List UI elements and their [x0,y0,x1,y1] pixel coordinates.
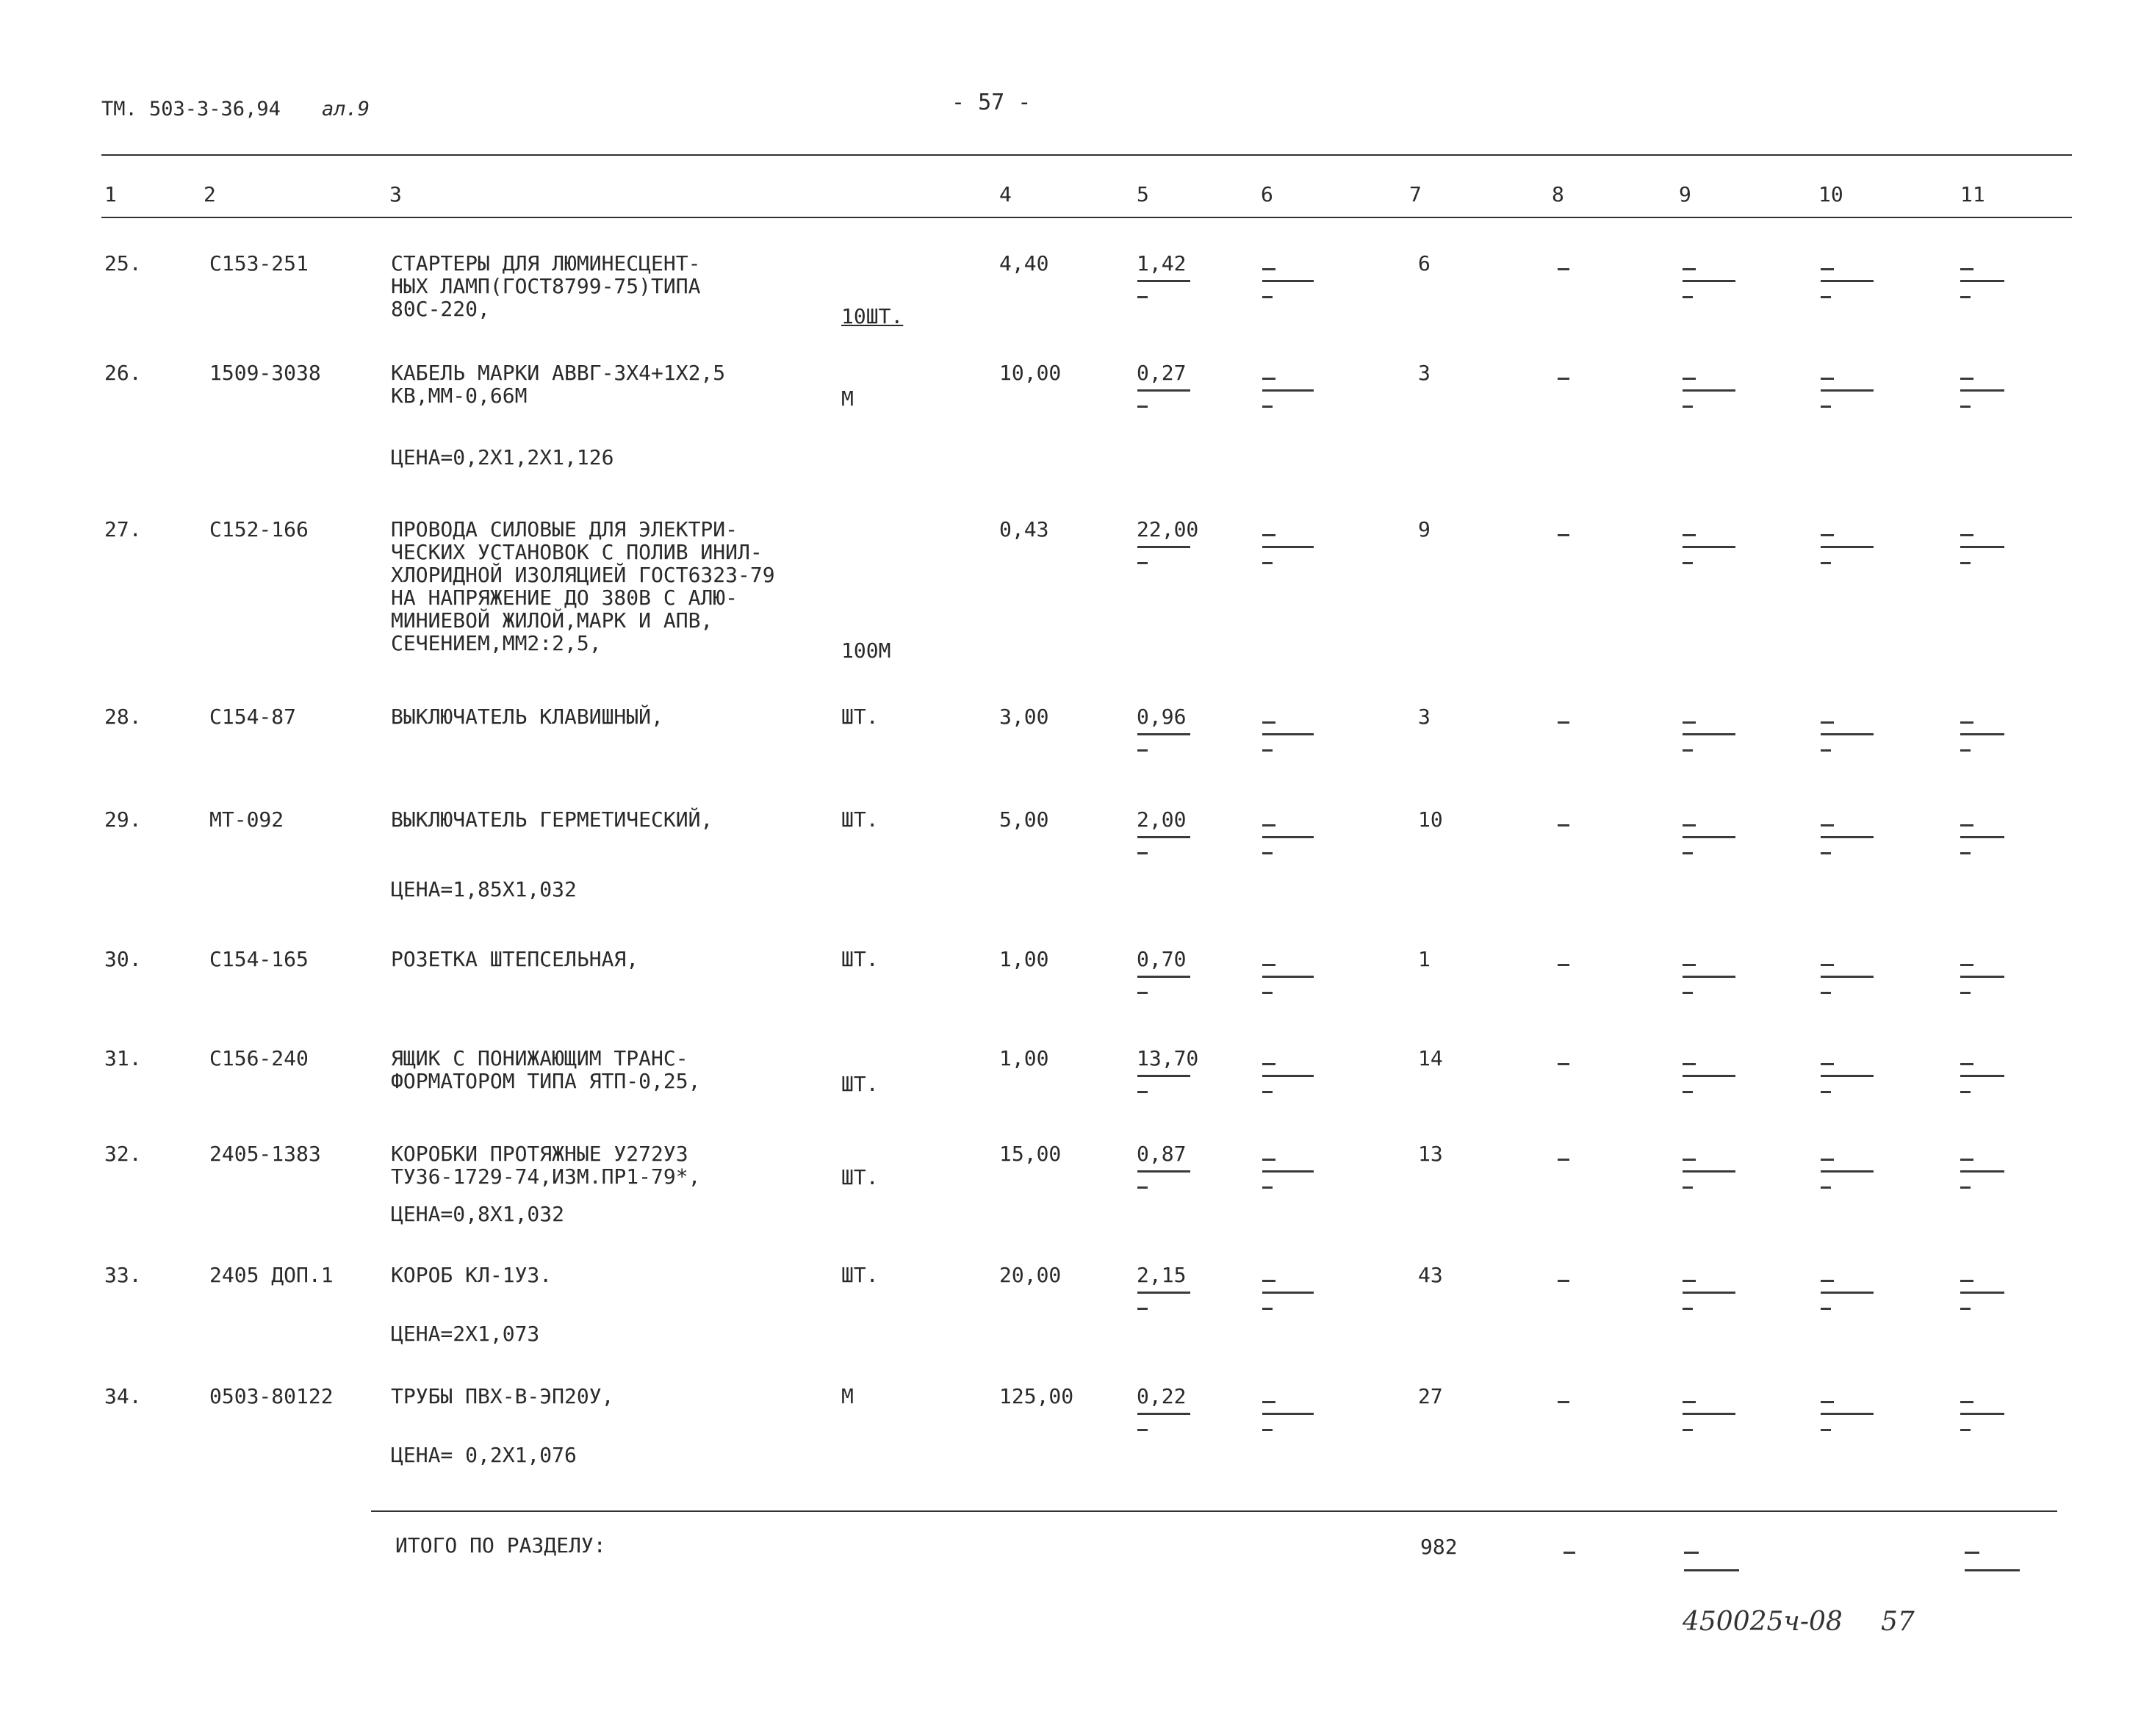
empty-cell-dash [1683,562,1693,564]
empty-cell-dash [1683,546,1735,548]
empty-cell-dash [1683,1401,1696,1403]
empty-cell-dash [1558,721,1569,724]
empty-cell-dash [1960,1170,2004,1173]
total-cost: 13 [1418,1142,1443,1166]
total-cost: 9 [1418,517,1431,541]
table-top-rule [101,154,2072,156]
empty-cell-dash [1960,1280,1973,1282]
empty-cell-dash [1821,1308,1831,1310]
empty-cell-dash [1137,1091,1148,1093]
empty-cell-dash [1558,1159,1569,1161]
unit: 10ШТ. [841,304,904,328]
empty-cell-dash [1683,824,1696,826]
unit: ШТ. [841,947,879,971]
empty-cell-dash [1683,992,1693,994]
quantity: 4,40 [999,251,1049,275]
empty-cell-dash [1137,836,1190,838]
unit-price: 2,00 [1137,807,1187,832]
item-name-line: ТРУБЫ ПВХ-В-ЭП20У, [391,1384,614,1408]
empty-cell-dash [1683,721,1696,724]
item-name-line: СЕЧЕНИЕМ,ММ2:2,5, [391,631,602,655]
empty-cell-dash [1683,389,1735,392]
total-cost: 14 [1418,1046,1443,1070]
unit-price: 1,42 [1137,251,1187,275]
item-name-line: ЯЩИК С ПОНИЖАЮЩИМ ТРАНС- [391,1046,688,1070]
total-cost: 27 [1418,1384,1443,1408]
unit-price: 0,27 [1137,361,1187,385]
empty-cell-dash [1960,964,1973,966]
item-name-line: ЧЕСКИХ УСТАНОВОК С ПОЛИВ ИНИЛ- [391,540,763,564]
empty-cell-dash [1960,562,1971,564]
unit-price: 22,00 [1137,517,1199,541]
empty-cell-dash [1262,268,1275,270]
empty-cell-dash [1821,976,1874,978]
empty-cell-dash [1683,534,1696,536]
empty-cell-dash [1558,1401,1569,1403]
empty-cell-dash [1683,852,1693,854]
empty-cell-dash [1960,733,2004,735]
row-number: 33. [104,1263,142,1287]
empty-cell-dash [1262,296,1273,298]
empty-cell-dash [1683,749,1693,752]
empty-cell-dash [1137,406,1148,408]
item-name-line: НЫХ ЛАМП(ГОСТ8799-75)ТИПА [391,274,701,298]
empty-cell-dash [1262,534,1275,536]
empty-cell-dash [1558,1063,1569,1065]
item-code: С153-251 [209,251,309,275]
unit-price: 0,70 [1137,947,1187,971]
empty-cell-dash [1683,1429,1693,1431]
unit-price: 0,22 [1137,1384,1187,1408]
price-note: ЦЕНА=1,85Х1,032 [391,877,577,901]
item-name-line: НА НАПРЯЖЕНИЕ ДО 380В С АЛЮ- [391,586,738,610]
empty-cell-dash [1137,1075,1190,1077]
empty-cell-dash [1821,268,1834,270]
column-number: 1 [104,182,117,206]
empty-cell-dash [1262,1280,1275,1282]
empty-cell-dash [1821,1063,1834,1065]
summary-dash [1684,1569,1739,1571]
item-code: С156-240 [209,1046,309,1070]
empty-cell-dash [1137,1308,1148,1310]
quantity: 20,00 [999,1263,1062,1287]
column-number: 2 [204,182,216,206]
sheet-label: ал.9 [322,98,370,120]
item-code: С154-87 [209,705,297,729]
empty-cell-dash [1683,1186,1693,1189]
empty-cell-dash [1960,1091,1971,1093]
empty-cell-dash [1683,1159,1696,1161]
empty-cell-dash [1137,280,1190,282]
unit-price: 0,87 [1137,1142,1187,1166]
empty-cell-dash [1558,378,1569,380]
empty-cell-dash [1262,1063,1275,1065]
unit: ШТ. [841,807,879,832]
empty-cell-dash [1262,1413,1314,1415]
row-number: 34. [104,1384,142,1408]
empty-cell-dash [1137,1413,1190,1415]
row-number: 25. [104,251,142,275]
empty-cell-dash [1960,1159,1973,1161]
empty-cell-dash [1262,406,1273,408]
empty-cell-dash [1262,280,1314,282]
item-name-line: 80С-220, [391,297,490,321]
row-number: 27. [104,517,142,541]
empty-cell-dash [1960,1308,1971,1310]
unit: ШТ. [841,705,879,729]
column-number: 7 [1409,182,1422,206]
empty-cell-dash [1960,1401,1973,1403]
empty-cell-dash [1821,852,1831,854]
empty-cell-dash [1558,824,1569,826]
empty-cell-dash [1960,992,1971,994]
unit-price: 2,15 [1137,1263,1187,1287]
unit-price: 13,70 [1137,1046,1199,1070]
empty-cell-dash [1137,546,1190,548]
empty-cell-dash [1683,1091,1693,1093]
empty-cell-dash [1683,378,1696,380]
empty-cell-dash [1683,964,1696,966]
empty-cell-dash [1821,1413,1874,1415]
empty-cell-dash [1960,406,1971,408]
empty-cell-dash [1821,733,1874,735]
quantity: 1,00 [999,947,1049,971]
empty-cell-dash [1683,1292,1735,1294]
page-number: - 57 - [951,90,1032,115]
empty-cell-dash [1960,721,1973,724]
unit: 100М [841,638,891,663]
total-cost: 43 [1418,1263,1443,1287]
summary-dash [1684,1552,1699,1554]
empty-cell-dash [1137,976,1190,978]
empty-cell-dash [1262,824,1275,826]
empty-cell-dash [1137,1292,1190,1294]
empty-cell-dash [1683,280,1735,282]
empty-cell-dash [1558,534,1569,536]
row-number: 32. [104,1142,142,1166]
empty-cell-dash [1683,1075,1735,1077]
empty-cell-dash [1960,1075,2004,1077]
empty-cell-dash [1821,1075,1874,1077]
header-bottom-rule [101,217,2072,218]
price-note: ЦЕНА=0,2Х1,2Х1,126 [391,445,614,469]
empty-cell-dash [1960,749,1971,752]
empty-cell-dash [1821,1170,1874,1173]
empty-cell-dash [1821,562,1831,564]
item-name-line: КОРОБКИ ПРОТЯЖНЫЕ У272У3 [391,1142,688,1166]
empty-cell-dash [1821,546,1874,548]
summary-rule [371,1510,2057,1512]
empty-cell-dash [1262,389,1314,392]
item-name-line: ВЫКЛЮЧАТЕЛЬ ГЕРМЕТИЧЕСКИЙ, [391,807,713,832]
empty-cell-dash [1960,852,1971,854]
row-number: 28. [104,705,142,729]
total-cost: 1 [1418,947,1431,971]
empty-cell-dash [1960,1186,1971,1189]
column-number: 10 [1818,182,1843,206]
empty-cell-dash [1262,733,1314,735]
empty-cell-dash [1821,836,1874,838]
empty-cell-dash [1137,733,1190,735]
empty-cell-dash [1262,1401,1275,1403]
row-number: 31. [104,1046,142,1070]
column-number: 4 [999,182,1012,206]
empty-cell-dash [1262,852,1273,854]
price-note: ЦЕНА=0,8Х1,032 [391,1202,565,1226]
quantity: 0,43 [999,517,1049,541]
empty-cell-dash [1960,824,1973,826]
empty-cell-dash [1960,1292,2004,1294]
item-code: 1509-3038 [209,361,321,385]
empty-cell-dash [1262,562,1273,564]
unit: ШТ. [841,1072,879,1096]
item-code: С154-165 [209,947,309,971]
empty-cell-dash [1821,749,1831,752]
item-name-line: ПРОВОДА СИЛОВЫЕ ДЛЯ ЭЛЕКТРИ- [391,517,738,541]
item-name-line: ТУ36-1729-74,ИЗМ.ПР1-79*, [391,1164,701,1189]
quantity: 3,00 [999,705,1049,729]
unit: М [841,1384,854,1408]
empty-cell-dash [1137,852,1148,854]
empty-cell-dash [1960,1063,1973,1065]
item-code: 2405 ДОП.1 [209,1263,334,1287]
empty-cell-dash [1137,1429,1148,1431]
row-number: 26. [104,361,142,385]
column-number: 6 [1261,182,1273,206]
item-name-line: СТАРТЕРЫ ДЛЯ ЛЮМИНЕСЦЕНТ- [391,251,701,275]
empty-cell-dash [1683,1280,1696,1282]
empty-cell-dash [1960,280,2004,282]
empty-cell-dash [1262,546,1314,548]
empty-cell-dash [1262,964,1275,966]
empty-cell-dash [1137,389,1190,392]
empty-cell-dash [1960,836,2004,838]
empty-cell-dash [1821,1429,1831,1431]
empty-cell-dash [1262,721,1275,724]
row-number: 30. [104,947,142,971]
unit-price: 0,96 [1137,705,1187,729]
item-name-line: ХЛОРИДНОЙ ИЗОЛЯЦИЕЙ ГОСТ6323-79 [391,563,775,587]
empty-cell-dash [1683,268,1696,270]
empty-cell-dash [1821,280,1874,282]
column-number: 11 [1960,182,1985,206]
summary-dash [1965,1569,2020,1571]
empty-cell-dash [1683,1308,1693,1310]
item-code: С152-166 [209,517,309,541]
empty-cell-dash [1960,976,2004,978]
total-cost: 3 [1418,361,1431,385]
summary-dash [1564,1552,1575,1554]
empty-cell-dash [1821,378,1834,380]
empty-cell-dash [1262,1292,1314,1294]
empty-cell-dash [1960,296,1971,298]
total-cost: 3 [1418,705,1431,729]
empty-cell-dash [1821,1280,1834,1282]
summary-label: ИТОГО ПО РАЗДЕЛУ: [395,1533,606,1557]
empty-cell-dash [1262,992,1273,994]
empty-cell-dash [1262,976,1314,978]
column-number: 5 [1137,182,1149,206]
empty-cell-dash [1683,1170,1735,1173]
row-number: 29. [104,807,142,832]
item-name-line: ВЫКЛЮЧАТЕЛЬ КЛАВИШНЫЙ, [391,705,663,729]
empty-cell-dash [1821,296,1831,298]
quantity: 125,00 [999,1384,1074,1408]
unit: ШТ. [841,1263,879,1287]
empty-cell-dash [1262,1091,1273,1093]
empty-cell-dash [1262,1429,1273,1431]
empty-cell-dash [1262,378,1275,380]
empty-cell-dash [1262,1186,1273,1189]
empty-cell-dash [1683,406,1693,408]
item-code: 0503-80122 [209,1384,334,1408]
unit: М [841,386,854,411]
empty-cell-dash [1683,976,1735,978]
item-name-line: КОРОБ КЛ-1У3. [391,1263,553,1287]
quantity: 1,00 [999,1046,1049,1070]
empty-cell-dash [1683,836,1735,838]
footer-page: 57 [1881,1607,1915,1637]
empty-cell-dash [1821,721,1834,724]
empty-cell-dash [1137,562,1148,564]
empty-cell-dash [1683,1063,1696,1065]
empty-cell-dash [1137,749,1148,752]
quantity: 15,00 [999,1142,1062,1166]
empty-cell-dash [1960,268,1973,270]
empty-cell-dash [1558,1280,1569,1282]
empty-cell-dash [1821,534,1834,536]
empty-cell-dash [1137,992,1148,994]
empty-cell-dash [1262,1159,1275,1161]
empty-cell-dash [1960,378,1973,380]
item-name-line: МИНИЕВОЙ ЖИЛОЙ,МАРК И АПВ, [391,608,713,633]
empty-cell-dash [1137,1170,1190,1173]
doc-code: ТМ. 503-3-36,94 [101,98,281,120]
empty-cell-dash [1821,1292,1874,1294]
item-code: МТ-092 [209,807,284,832]
price-note: ЦЕНА=2Х1,073 [391,1322,540,1346]
item-name-line: КВ,ММ-0,66М [391,383,528,408]
empty-cell-dash [1960,534,1973,536]
summary-dash [1965,1552,1979,1554]
archive-stamp: 450025ч-08 [1683,1607,1843,1637]
item-code: 2405-1383 [209,1142,321,1166]
empty-cell-dash [1137,1186,1148,1189]
empty-cell-dash [1821,389,1874,392]
total-cost: 6 [1418,251,1431,275]
empty-cell-dash [1262,1308,1273,1310]
empty-cell-dash [1960,1413,2004,1415]
empty-cell-dash [1960,1429,1971,1431]
empty-cell-dash [1821,1159,1834,1161]
quantity: 5,00 [999,807,1049,832]
item-name-line: ФОРМАТОРОМ ТИПА ЯТП-0,25, [391,1069,701,1093]
empty-cell-dash [1558,964,1569,966]
empty-cell-dash [1821,992,1831,994]
quantity: 10,00 [999,361,1062,385]
empty-cell-dash [1821,964,1834,966]
item-name-line: КАБЕЛЬ МАРКИ АВВГ-3Х4+1Х2,5 [391,361,726,385]
price-note: ЦЕНА= 0,2Х1,076 [391,1443,577,1467]
empty-cell-dash [1558,268,1569,270]
empty-cell-dash [1262,1075,1314,1077]
empty-cell-dash [1821,824,1834,826]
column-number: 8 [1552,182,1564,206]
empty-cell-dash [1683,296,1693,298]
empty-cell-dash [1960,546,2004,548]
empty-cell-dash [1821,1401,1834,1403]
empty-cell-dash [1262,749,1273,752]
empty-cell-dash [1683,733,1735,735]
total-cost: 10 [1418,807,1443,832]
column-number: 3 [389,182,402,206]
empty-cell-dash [1821,1091,1831,1093]
empty-cell-dash [1262,1170,1314,1173]
empty-cell-dash [1821,406,1831,408]
empty-cell-dash [1960,389,2004,392]
column-number: 9 [1679,182,1691,206]
item-name-line: РОЗЕТКА ШТЕПСЕЛЬНАЯ, [391,947,639,971]
summary-total: 982 [1420,1535,1458,1559]
unit: ШТ. [841,1165,879,1189]
empty-cell-dash [1262,836,1314,838]
empty-cell-dash [1137,296,1148,298]
empty-cell-dash [1821,1186,1831,1189]
empty-cell-dash [1683,1413,1735,1415]
